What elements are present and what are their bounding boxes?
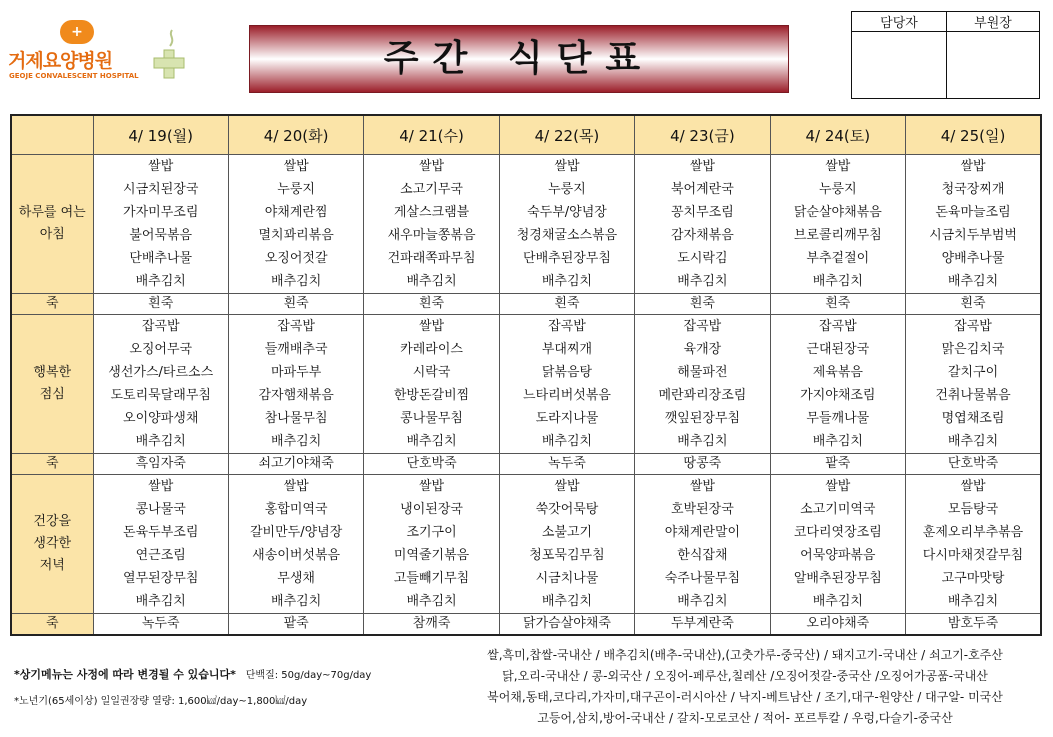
menu-item: 한식잡채: [677, 548, 728, 563]
porridge-label: 죽: [11, 454, 93, 475]
hospital-logo: [8, 16, 188, 86]
menu-item: 새송이버섯볶음: [252, 548, 341, 563]
corner-cell: [11, 115, 93, 155]
menu-item: 쌀밥: [554, 159, 580, 174]
menu-item: 쌀밥: [418, 319, 445, 334]
menu-item: 고들빼기무침: [393, 571, 470, 586]
menu-item: 가지야채조림: [800, 388, 876, 403]
menu-item: 배추김치: [677, 434, 728, 449]
menu-item: 콩나물무침: [400, 411, 463, 426]
menu-item: 닭볶음탕: [541, 365, 593, 380]
menu-item: 명엽채조림: [941, 411, 1005, 426]
origin-info: [440, 645, 1050, 729]
day-header: 4/ 21(수): [364, 115, 499, 155]
menu-item: 시금치된장국: [123, 182, 199, 197]
meal-label-line: 하루를 여는: [18, 205, 86, 220]
meal-label-line: 건강을: [33, 514, 72, 529]
menu-item: 돈육마늘조림: [935, 205, 1011, 220]
menu-item: 배추김치: [541, 274, 593, 289]
menu-item: 알배추된장무침: [793, 571, 882, 586]
page-title: 주간 식단표: [383, 38, 655, 79]
porridge-item: 흰죽: [364, 294, 499, 315]
menu-item: 멸치꽈리볶음: [258, 228, 334, 243]
porridge-item: 녹두죽: [499, 454, 634, 475]
menu-item: 배추김치: [406, 274, 457, 289]
menu-item: 배추김치: [947, 274, 999, 289]
menu-item: 시금치나물: [535, 571, 599, 586]
menu-item: 쌀밥: [283, 479, 309, 494]
menu-item: 제육볶음: [812, 365, 863, 380]
menu-item: 생선가스/타르소스: [108, 365, 214, 380]
lunch-cell: [93, 315, 228, 454]
meal-label-line: 아침: [39, 227, 65, 242]
approval-sign-vice-director: [947, 32, 1040, 99]
menu-item: 쌀밥: [418, 159, 445, 174]
menu-item: 한방돈갈비찜: [393, 388, 470, 403]
menu-item: 청포묵김무침: [529, 548, 605, 563]
menu-item: 배추김치: [812, 594, 863, 609]
menu-item: 들깨배추국: [264, 342, 328, 357]
weekly-menu-table: [10, 114, 1042, 636]
porridge-item: 단호박죽: [906, 454, 1041, 475]
day-header: 4/ 25(일): [906, 115, 1041, 155]
menu-item: 오징어젓갈: [264, 251, 328, 266]
menu-item: 누룽지: [818, 182, 857, 197]
menu-item: 참나물무침: [264, 411, 328, 426]
menu-item: 잡곡밥: [141, 319, 180, 334]
menu-item: 도토리묵달래무침: [110, 388, 211, 403]
porridge-item: 흰죽: [93, 294, 228, 315]
menu-item: 잡곡밥: [548, 319, 586, 334]
menu-item: 단배추나물: [129, 251, 193, 266]
day-header: 4/ 19(월): [93, 115, 228, 155]
menu-item: 꽁치무조림: [671, 205, 734, 220]
porridge-item: 흰죽: [228, 294, 363, 315]
menu-item: 시락국: [412, 365, 451, 380]
breakfast-row: [11, 155, 1041, 294]
menu-item: 쌀밥: [825, 159, 851, 174]
menu-item: 오징어무국: [129, 342, 193, 357]
lunch-cell: [364, 315, 499, 454]
menu-item: 부추겉절이: [806, 251, 870, 266]
lunch-row: [11, 315, 1041, 454]
menu-item: 배추김치: [677, 594, 728, 609]
porridge-item: 참깨죽: [364, 614, 499, 636]
title-banner: [249, 25, 789, 93]
menu-item: 쌀밥: [418, 479, 445, 494]
menu-item: 쌀밥: [283, 159, 309, 174]
menu-item: 배추김치: [406, 594, 457, 609]
dinner-cell: [906, 475, 1041, 614]
menu-item: 청국장찌개: [941, 182, 1005, 197]
dinner-row: [11, 475, 1041, 614]
menu-item: 조기구이: [406, 525, 457, 540]
menu-item: 쌀밥: [960, 479, 986, 494]
dinner-cell: [228, 475, 363, 614]
porridge-item: 흰죽: [906, 294, 1041, 315]
menu-item: 쌀밥: [689, 479, 715, 494]
menu-item: 야채계란찜: [264, 205, 328, 220]
menu-item: 누룽지: [548, 182, 586, 197]
approval-sign-manager: [852, 32, 947, 99]
menu-item: 코다리엿장조림: [793, 525, 882, 540]
dinner-cell: [770, 475, 905, 614]
porridge-item: 흰죽: [770, 294, 905, 315]
logo-mark-icon: +: [60, 20, 94, 44]
breakfast-label: [11, 155, 93, 294]
menu-item: 북어계란국: [671, 182, 734, 197]
menu-item: 야채계란말이: [664, 525, 741, 540]
menu-item: 도라지나물: [535, 411, 599, 426]
porridge-item: 닭가슴살야채죽: [499, 614, 634, 636]
approval-box: [851, 11, 1040, 99]
menu-item: 콩나물국: [135, 502, 186, 517]
menu-item: 메란꽈리장조림: [658, 388, 747, 403]
menu-item: 건취나물볶음: [935, 388, 1011, 403]
menu-item: 새우마늘쫑볶음: [387, 228, 476, 243]
menu-item: 쌀밥: [554, 479, 580, 494]
menu-item: 숙두부/양념장: [527, 205, 607, 220]
menu-item: 배추김치: [677, 274, 728, 289]
breakfast-cell: [228, 155, 363, 294]
menu-item: 오이양파생채: [123, 411, 199, 426]
menu-item: 단배추된장무침: [523, 251, 611, 266]
dinner-porridge-row: [11, 614, 1041, 636]
breakfast-porridge-row: [11, 294, 1041, 315]
origin-line: 쌀,흑미,찹쌀-국내산 / 배추김치(배추-국내산),(고춧가루-중국산) / 돼지고기-국내산 / 쇠고기-호주산: [487, 648, 1003, 662]
menu-item: 미역줄기볶음: [393, 548, 470, 563]
porridge-item: 흰죽: [499, 294, 634, 315]
menu-item: 쌀밥: [825, 479, 851, 494]
porridge-item: 쇠고기야채죽: [228, 454, 363, 475]
menu-item: 무생채: [277, 571, 315, 586]
menu-item: 배추김치: [541, 594, 593, 609]
change-notice: *상기메뉴는 사정에 따라 변경될 수 있습니다*: [14, 668, 236, 681]
lunch-cell: [228, 315, 363, 454]
porridge-item: 두부계란죽: [635, 614, 770, 636]
breakfast-cell: [770, 155, 905, 294]
menu-item: 배추김치: [271, 594, 322, 609]
porridge-item: 팥죽: [228, 614, 363, 636]
menu-item: 돈육두부조림: [123, 525, 199, 540]
menu-item: 열무된장무침: [123, 571, 199, 586]
dinner-cell: [499, 475, 634, 614]
menu-item: 다시마채젓갈무침: [922, 548, 1024, 563]
energy-note: *노년기(65세이상) 일일권장량 열량: 1,600㎉/day~1,800㎉/day: [14, 696, 308, 707]
menu-item: 쌀밥: [689, 159, 715, 174]
menu-item: 양배추나물: [941, 251, 1005, 266]
logo-name: 거제요양병원: [8, 50, 113, 72]
menu-item: 쌀밥: [148, 159, 174, 174]
menu-item: 냉이된장국: [400, 502, 463, 517]
day-header-row: [11, 115, 1041, 155]
menu-item: 불어묵볶음: [129, 228, 193, 243]
menu-item: 근대된장국: [806, 342, 870, 357]
breakfast-cell: [364, 155, 499, 294]
day-header: 4/ 23(금): [635, 115, 770, 155]
approval-header-vice-director: 부원장: [947, 12, 1040, 32]
menu-item: 잡곡밥: [954, 319, 992, 334]
breakfast-cell: [93, 155, 228, 294]
menu-item: 연근조림: [135, 548, 186, 563]
porridge-item: 흑임자죽: [93, 454, 228, 475]
menu-item: 잡곡밥: [683, 319, 722, 334]
menu-item: 모듬탕국: [947, 502, 999, 517]
menu-item: 배추김치: [947, 434, 999, 449]
porridge-item: 땅콩죽: [635, 454, 770, 475]
menu-item: 배추김치: [812, 274, 863, 289]
lunch-porridge-row: [11, 454, 1041, 475]
menu-item: 소불고기: [541, 525, 593, 540]
menu-item: 카레라이스: [400, 342, 463, 357]
menu-change-note: [14, 666, 371, 682]
menu-item: 청경채굴소스볶음: [516, 228, 618, 243]
menu-item: 육개장: [683, 342, 722, 357]
dinner-cell: [93, 475, 228, 614]
day-header: 4/ 22(목): [499, 115, 634, 155]
porridge-item: 오리야채죽: [770, 614, 905, 636]
meal-label-line: 행복한: [33, 365, 72, 380]
approval-header-manager: 담당자: [852, 12, 947, 32]
menu-item: 잡곡밥: [818, 319, 857, 334]
menu-item: 게살스크램블: [393, 205, 470, 220]
lunch-cell: [499, 315, 634, 454]
menu-item: 누룽지: [277, 182, 315, 197]
breakfast-cell: [499, 155, 634, 294]
lunch-cell: [770, 315, 905, 454]
meal-label-line: 저녁: [39, 558, 65, 573]
porridge-item: 밤호두죽: [906, 614, 1041, 636]
menu-item: 쌀밥: [960, 159, 986, 174]
lunch-cell: [635, 315, 770, 454]
menu-item: 마파두부: [271, 365, 322, 380]
menu-item: 느타리버섯볶음: [523, 388, 611, 403]
menu-item: 감자채볶음: [671, 228, 734, 243]
menu-item: 홍합미역국: [264, 502, 328, 517]
menu-item: 어묵양파볶음: [800, 548, 876, 563]
porridge-label: 죽: [11, 614, 93, 636]
menu-item: 닭순살야채볶음: [793, 205, 882, 220]
origin-line: 닭,오리-국내산 / 콩-외국산 / 오징어-페루산,칠레산 /오징어젓갈-중국산 /오징어가공품-국내산: [502, 669, 988, 683]
menu-item: 배추김치: [135, 594, 186, 609]
menu-item: 훈제오리부추볶음: [922, 525, 1024, 540]
menu-item: 브로콜리깨무침: [793, 228, 882, 243]
menu-item: 맑은김치국: [941, 342, 1005, 357]
menu-item: 배추김치: [812, 434, 863, 449]
dinner-cell: [635, 475, 770, 614]
menu-item: 배추김치: [271, 274, 322, 289]
menu-item: 무들깨나물: [806, 411, 870, 426]
logo-subtitle: GEOJE CONVALESCENT HOSPITAL: [9, 72, 139, 80]
day-header: 4/ 20(화): [228, 115, 363, 155]
menu-item: 배추김치: [947, 594, 999, 609]
porridge-item: 단호박죽: [364, 454, 499, 475]
origin-line: 고등어,삼치,방어-국내산 / 갈치-모로코산 / 적어- 포르투칼 / 우렁,다슬기-중국산: [537, 711, 953, 725]
menu-item: 부대찌개: [541, 342, 593, 357]
menu-item: 감자햄채볶음: [258, 388, 334, 403]
menu-item: 갈치구이: [947, 365, 999, 380]
menu-item: 갈비만두/양념장: [249, 525, 343, 540]
protein-note: 단백질: 50g/day~70g/day: [245, 670, 372, 681]
menu-item: 쑥갓어묵탕: [535, 502, 599, 517]
menu-item: 배추김치: [541, 434, 593, 449]
lunch-cell: [906, 315, 1041, 454]
menu-item: 고구마맛탕: [941, 571, 1005, 586]
porridge-label: 죽: [11, 294, 93, 315]
menu-item: 잡곡밥: [277, 319, 315, 334]
breakfast-cell: [906, 155, 1041, 294]
menu-item: 건파래쪽파무침: [387, 251, 476, 266]
menu-item: 배추김치: [135, 274, 186, 289]
menu-item: 가자미무조림: [123, 205, 199, 220]
menu-item: 깻잎된장무침: [664, 411, 741, 426]
menu-item: 소고기무국: [400, 182, 463, 197]
menu-item: 소고기미역국: [800, 502, 876, 517]
menu-item: 배추김치: [271, 434, 322, 449]
menu-item: 해물파전: [677, 365, 728, 380]
lunch-label: [11, 315, 93, 454]
menu-item: 호박된장국: [671, 502, 734, 517]
menu-item: 배추김치: [135, 434, 186, 449]
dinner-cell: [364, 475, 499, 614]
porridge-item: 녹두죽: [93, 614, 228, 636]
green-cross-icon: [150, 28, 190, 80]
menu-item: 도시락김: [677, 251, 728, 266]
porridge-item: 흰죽: [635, 294, 770, 315]
menu-item: 쌀밥: [148, 479, 174, 494]
menu-item: 시금치두부범벅: [929, 228, 1017, 243]
dinner-label: [11, 475, 93, 614]
meal-label-line: 생각한: [33, 536, 72, 551]
menu-item: 숙주나물무침: [664, 571, 741, 586]
menu-item: 배추김치: [406, 434, 457, 449]
day-header: 4/ 24(토): [770, 115, 905, 155]
meal-label-line: 점심: [39, 387, 65, 402]
porridge-item: 팥죽: [770, 454, 905, 475]
breakfast-cell: [635, 155, 770, 294]
origin-line: 북어채,동태,코다리,가자미,대구곤이-러시아산 / 낙지-베트남산 / 조기,대구-원양산 / 대구알- 미국산: [487, 690, 1003, 704]
